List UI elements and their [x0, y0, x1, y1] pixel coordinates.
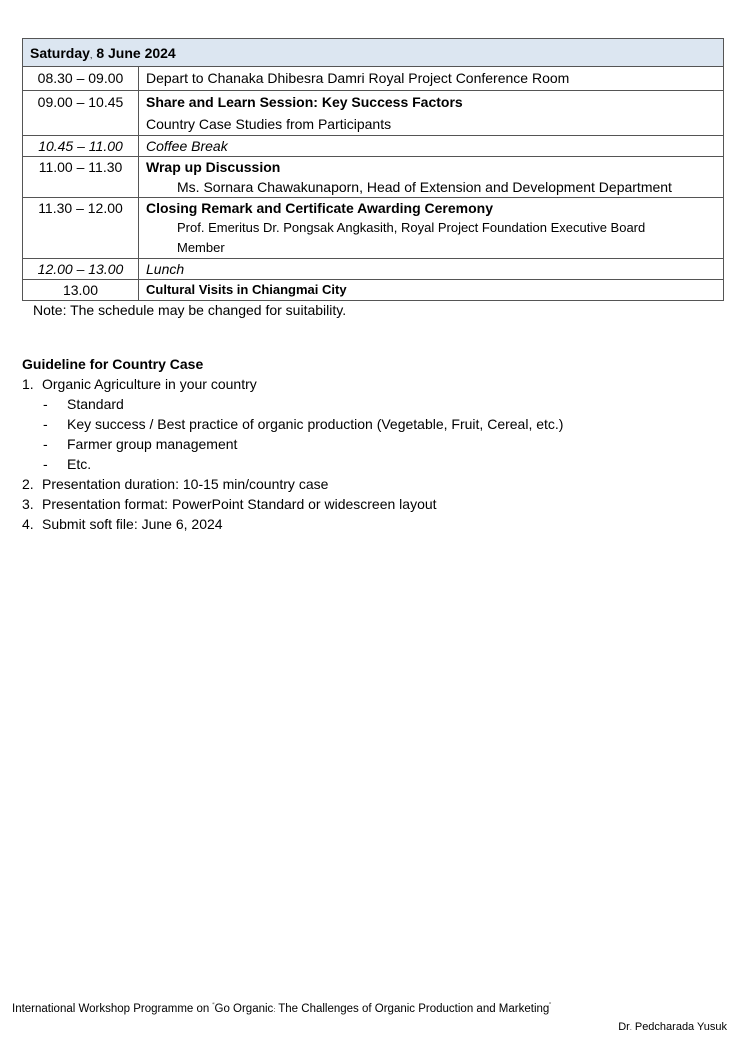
dash-bullet: -: [43, 416, 48, 432]
activity-cell: [139, 91, 724, 136]
table-row: [23, 136, 724, 157]
footer-text: Go Organic: [214, 1003, 274, 1015]
footer-author: [618, 1021, 727, 1033]
table-row: [23, 198, 724, 259]
activity-cell: [139, 67, 724, 91]
footer-programme-line: [12, 1003, 551, 1015]
activity-cell: [139, 136, 724, 157]
guideline-section: [22, 354, 563, 534]
time-text: 11.30 – 12.00: [38, 200, 123, 216]
time-cell: [23, 198, 139, 259]
activity-cell: [139, 280, 724, 301]
dash-bullet: -: [43, 436, 48, 452]
sub-item-text: Standard: [67, 396, 124, 412]
time-text: 13.00: [62, 282, 99, 298]
table-row: [23, 67, 724, 91]
time-cell: [23, 280, 139, 301]
activity-text: Lunch: [146, 261, 185, 277]
schedule-header: [23, 39, 724, 67]
item-text: Presentation duration: 10-15 min/country case: [42, 476, 329, 492]
session-title: Share and Learn Session: Key Success Factors: [146, 94, 463, 110]
item-text: Presentation format: PowerPoint Standard or widescreen layout: [42, 496, 437, 512]
activity-text: Depart to Chanaka Dhibesra Damri Royal Project Conference Room: [146, 70, 570, 86]
footer-text: International Workshop Programme on: [12, 1003, 213, 1015]
sub-list-item: [22, 434, 563, 454]
footer-text: The Challenges of Organic Production and Marketing: [275, 1003, 550, 1015]
list-item: [22, 514, 563, 534]
item-text: Organic Agriculture in your country: [42, 376, 257, 392]
session-title: Closing Remark and Certificate Awarding Ceremony: [146, 200, 493, 216]
item-text: Submit soft file: June 6, 2024: [42, 516, 223, 532]
time-cell: 08.30 – 09.00: [23, 67, 139, 91]
header-sep: ,: [89, 49, 93, 60]
author-text: Pedcharada Yusuk: [631, 1021, 727, 1033]
dash-bullet: -: [43, 456, 48, 472]
list-item: [22, 494, 563, 514]
schedule-header-row: [23, 39, 724, 67]
sub-item-text: Etc.: [67, 456, 92, 472]
item-number: 1.: [22, 376, 34, 392]
time-cell: [23, 157, 139, 198]
item-number: 2.: [22, 476, 34, 492]
activity-cell: [139, 198, 724, 259]
item-number: 3.: [22, 496, 34, 512]
dash-bullet: -: [43, 396, 48, 412]
author-dot: .: [629, 1025, 632, 1032]
table-row: [23, 157, 724, 198]
speaker-text: Prof. Emeritus Dr. Pongsak Angkasith, Royal Project Foundation Executive Board: [177, 220, 646, 235]
footer-quote: ”: [549, 1003, 552, 1009]
table-row: [23, 91, 724, 136]
list-item: [22, 474, 563, 494]
activity-text: Cultural Visits in Chiangmai City: [146, 282, 347, 297]
header-date: 8 June 2024: [92, 44, 176, 61]
time-text: 11.00 – 11.30: [38, 159, 123, 175]
author-text: Dr: [618, 1021, 630, 1033]
table-row: [23, 259, 724, 280]
guideline-title: Guideline for Country Case: [22, 356, 204, 372]
activity-text: Coffee Break: [146, 138, 228, 154]
schedule-note: Note: The schedule may be changed for suitability.: [33, 302, 347, 318]
list-item: [22, 374, 563, 394]
speaker-text: Member: [177, 240, 225, 255]
time-text: 10.45 – 11.00: [38, 138, 123, 154]
activity-cell: [139, 157, 724, 198]
time-cell: [23, 91, 139, 136]
session-detail: Country Case Studies from Participants: [146, 116, 392, 132]
session-title: Wrap up Discussion: [146, 159, 281, 175]
sub-list-item: [22, 454, 563, 474]
footer-colon: :: [273, 1007, 276, 1014]
sub-list-item: [22, 394, 563, 414]
schedule-table: [22, 38, 724, 301]
sub-item-text: Farmer group management: [67, 436, 238, 452]
header-day: Saturday: [30, 44, 90, 61]
sub-item-text: Key success / Best practice of organic production (Vegetable, Fruit, Cereal, etc.): [67, 416, 564, 432]
time-text: 09.00 – 10.45: [37, 94, 124, 110]
time-cell: [23, 259, 139, 280]
footer-quote: “: [212, 1003, 215, 1009]
time-text: 12.00 – 13.00: [37, 261, 124, 277]
activity-cell: [139, 259, 724, 280]
item-number: 4.: [22, 516, 34, 532]
speaker-text: Ms. Sornara Chawakunaporn, Head of Extension and Development Department: [177, 179, 672, 195]
sub-list-item: [22, 414, 563, 434]
time-cell: [23, 136, 139, 157]
table-row: [23, 280, 724, 301]
